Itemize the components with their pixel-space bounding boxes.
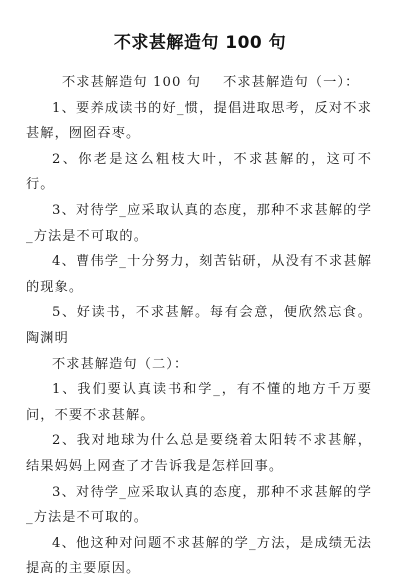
sentence-item: 3、对待学_应采取认真的态度，那种不求甚解的学_方法是不可取的。 (26, 202, 372, 244)
sentence-item: 1、要养成读书的好_惯，提倡进取思考，反对不求甚解，囫囵吞枣。 (26, 100, 372, 142)
page-title: 不求甚解造句 100 句 (113, 33, 287, 53)
section-1-heading: 不求甚解造句（一）： (223, 75, 360, 90)
intro-line (26, 70, 372, 96)
sentence-item: 2、我对地球为什么总是要绕着太阳转不求甚解，结果妈妈上网查了才告诉我是怎样回事。 (26, 433, 372, 474)
sentence-item: 5、好读书，不求甚解。每有会意，便欣然忘食。陶渊明 (26, 305, 372, 346)
sentence-item: 3、对待学_应采取认真的态度，那种不求甚解的学_方法是不可取的。 (26, 484, 372, 526)
sentence-item: 4、他这种对问题不求甚解的学_方法，是成绩无法提高的主要原因。 (26, 535, 372, 577)
intro-title: 不求甚解造句 100 句 (62, 75, 202, 90)
sentence-item: 4、曹伟学_十分努力，刻苦钻研，从没有不求甚解的现象。 (26, 254, 372, 295)
sentence-item: 1、我们要认真读书和学_，有不懂的地方千万要问，不要不求甚解。 (26, 382, 372, 423)
sentence-item: 2、你老是这么粗枝大叶，不求甚解的，这可不行。 (26, 151, 372, 193)
section-2-heading: 不求甚解造句（二）： (52, 356, 189, 372)
document-body (26, 70, 372, 582)
